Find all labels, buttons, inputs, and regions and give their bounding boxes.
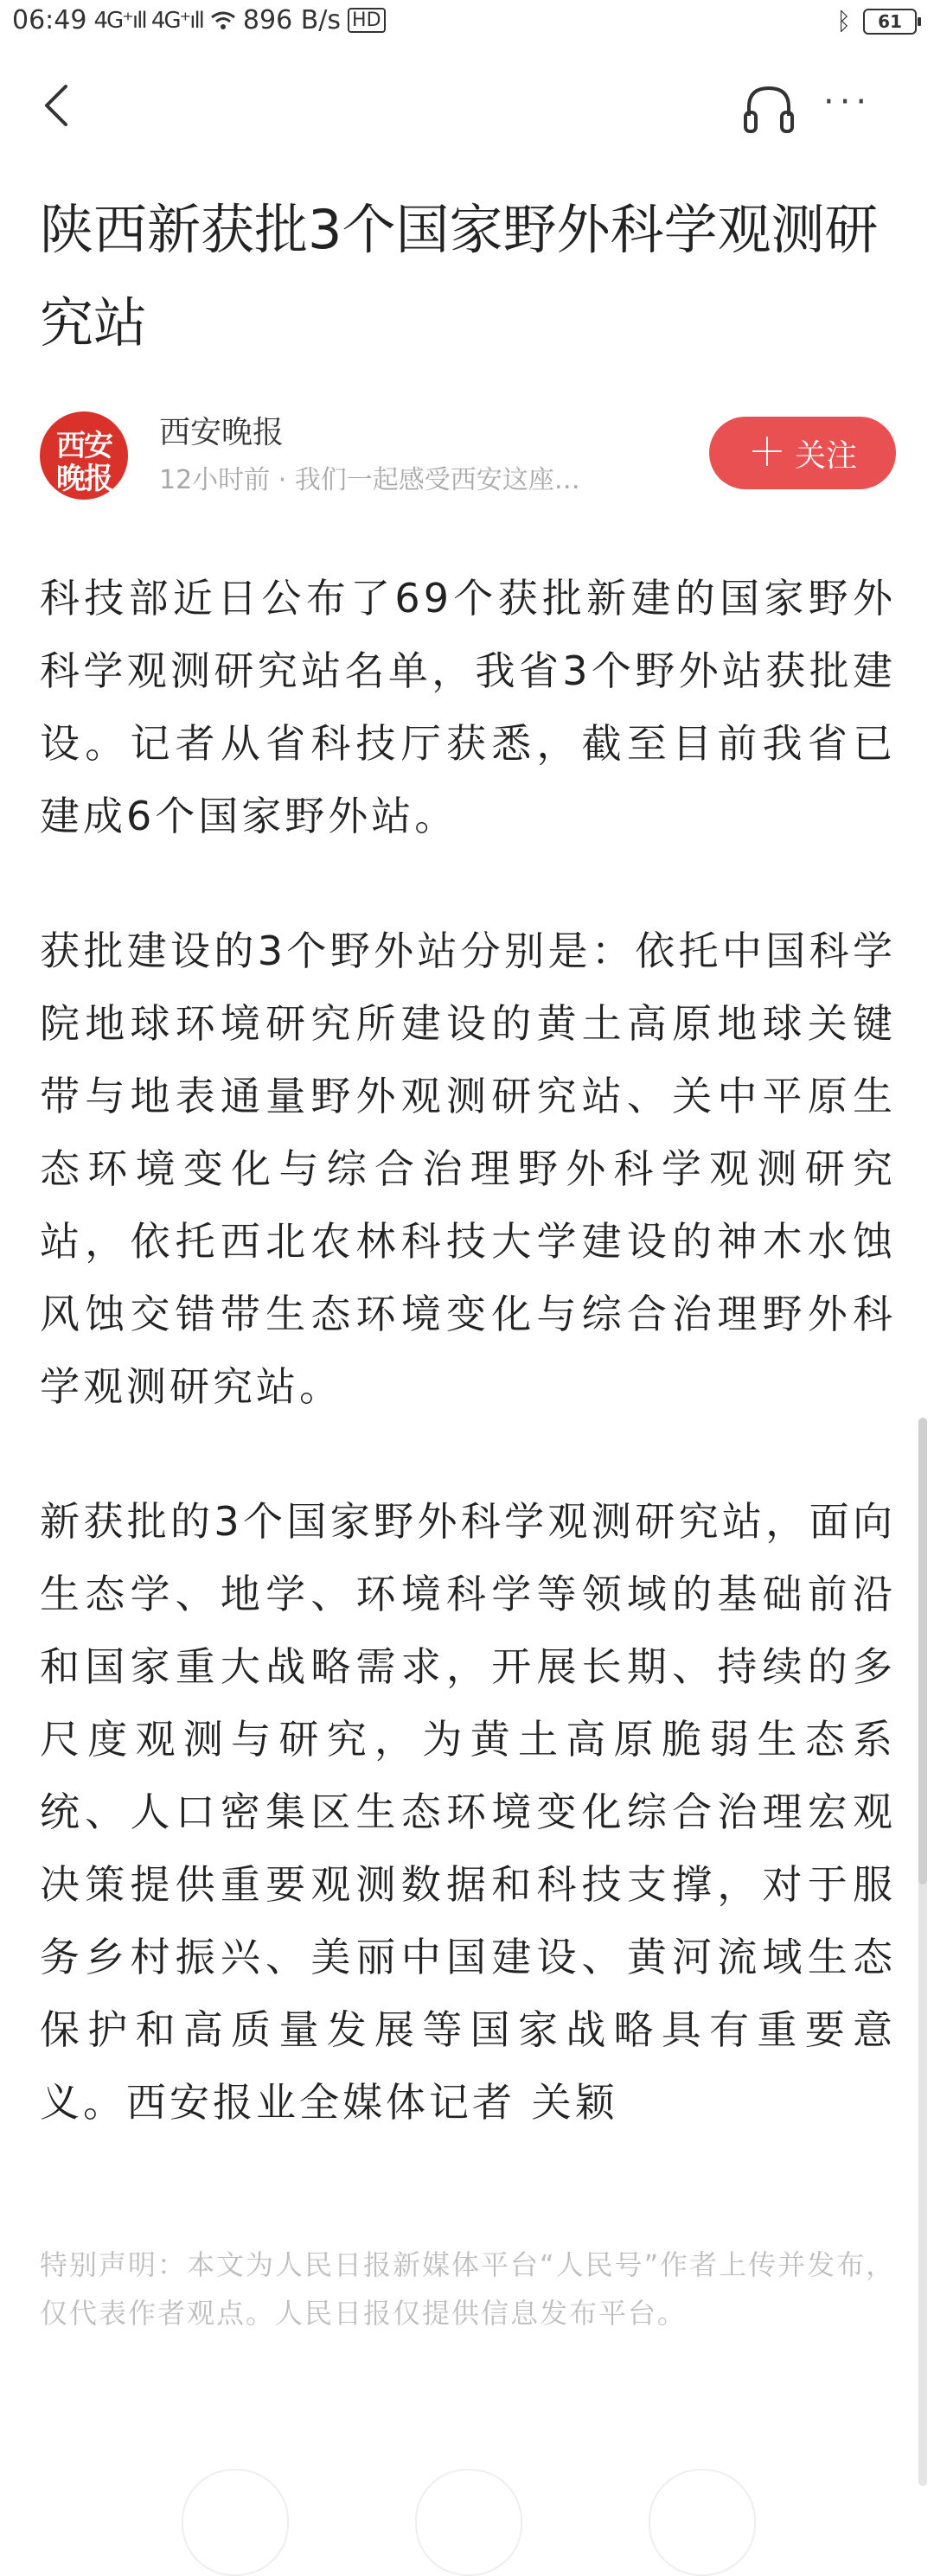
more-options-button[interactable]: ··· <box>823 82 873 122</box>
paragraph-3: 新获批的3个国家野外科学观测研究站，面向生态学、地学、环境科学等领域的基础前沿和国家重大战略需求，开展长期、持续的多尺度观测与研究，为黄土高原脆弱生态系统、人口密集区生态环境变化综合治理宏观决策提供重要观测数据和科技支撑，对于服务乡村振兴、美丽中国建设、黄河流域生态保护和高质量发展等国家战略具有重要意义。西安报业全媒体记者 关颖 <box>40 1498 896 2126</box>
disclaimer-notice: 特别声明：本文为人民日报新媒体平台“人民号”作者上传并发布，仅代表作者观点。人民日报仅提供信息发布平台。 <box>40 2248 896 2330</box>
status-bar <box>0 0 934 48</box>
article-title: 陕西新获批3个国家野外科学观测研究站 <box>40 198 879 354</box>
author-meta: 12小时前 · 我们一起感受西安这座… <box>159 465 580 495</box>
bottom-action-button[interactable] <box>649 2469 756 2576</box>
bottom-action-button[interactable] <box>415 2469 522 2576</box>
avatar[interactable] <box>40 411 128 500</box>
net-speed: 896 B/s <box>242 5 342 35</box>
status-time: 06:49 <box>12 5 87 35</box>
avatar-text-bottom: 晚报 <box>56 462 112 496</box>
battery-icon <box>863 9 917 35</box>
plus-icon: ＋ <box>747 430 786 475</box>
bottom-action-button[interactable] <box>182 2469 289 2576</box>
author-row <box>40 406 896 501</box>
battery-level: 61 <box>878 10 902 32</box>
headphone-icon[interactable] <box>740 80 797 137</box>
avatar-text-top: 西安 <box>56 429 112 463</box>
author-name[interactable]: 西安晚报 <box>159 415 285 450</box>
back-arrow-icon[interactable] <box>35 80 86 131</box>
bluetooth-icon: ᛒ <box>836 7 851 35</box>
paragraph-2: 获批建设的3个野外站分别是：依托中国科学院地球环境研究所建设的黄土高原地球关键带与地表通量野外观测研究站、关中平原生态环境变化与综合治理野外科学观测研究站，依托西北农林科技大学建设的神木水蚀风蚀交错带生态环境变化与综合治理野外科学观测研究站。 <box>40 928 896 1410</box>
top-nav <box>0 61 934 156</box>
status-right <box>836 7 917 35</box>
wifi-icon <box>210 10 236 31</box>
hd-icon: HD <box>348 8 385 33</box>
follow-label: 关注 <box>794 437 857 474</box>
scrollbar-thumb[interactable] <box>918 1418 927 1884</box>
follow-button[interactable] <box>709 417 896 489</box>
status-left <box>12 5 386 35</box>
paragraph-1: 科技部近日公布了69个获批新建的国家野外科学观测研究站名单，我省3个野外站获批建设。记者从省科技厅获悉，截至目前我省已建成6个国家野外站。 <box>40 575 896 839</box>
signal-icon: 4G⁺ıll 4G⁺ıll <box>93 7 203 34</box>
